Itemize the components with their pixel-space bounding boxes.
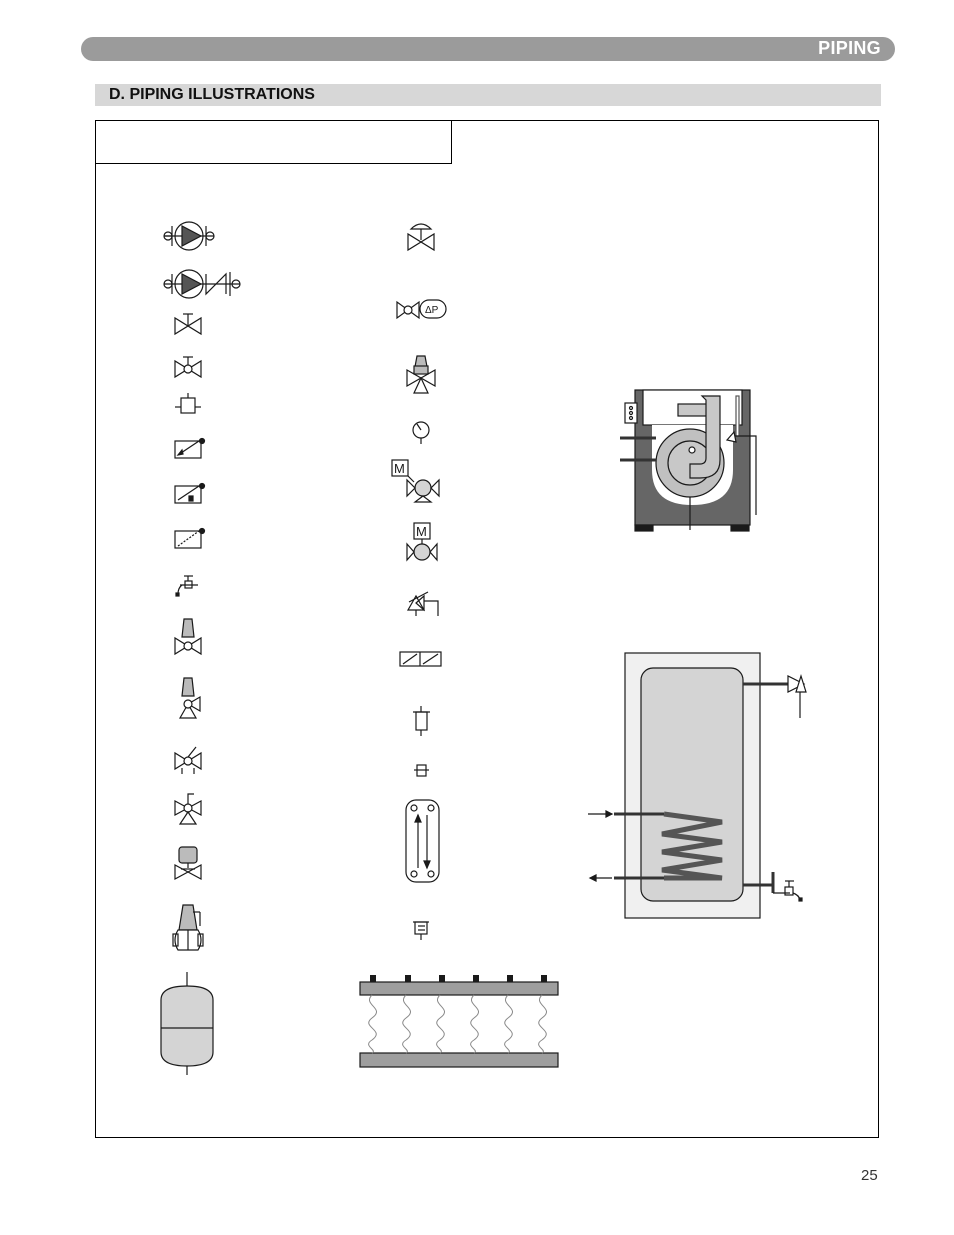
drain-valve-icon xyxy=(176,576,198,596)
mixing-valve-icon xyxy=(407,356,435,393)
ball-valve-icon xyxy=(175,357,201,377)
plate-heat-exchanger-icon xyxy=(406,800,439,882)
header-title: PIPING xyxy=(818,38,881,58)
pressure-reducing-valve-icon xyxy=(175,619,201,654)
strainer-icon xyxy=(414,765,429,776)
radiant-floor-manifold-icon xyxy=(360,975,558,1067)
motorized-valve-icon xyxy=(407,523,437,560)
temperature-sensor-icon xyxy=(175,439,205,459)
boiler-diagram xyxy=(620,390,756,531)
double-sensor-icon xyxy=(400,652,441,666)
flow-switch-icon xyxy=(175,393,201,413)
outdoor-sensor-icon xyxy=(175,529,205,549)
svg-text:M: M xyxy=(416,524,427,539)
backflow-preventer-icon xyxy=(173,905,203,950)
gate-valve-icon xyxy=(175,314,201,334)
page-number: 25 xyxy=(861,1167,878,1184)
svg-text:M: M xyxy=(394,461,405,476)
indirect-water-heater-diagram xyxy=(588,653,806,918)
circulator-pump-with-check-valve-icon xyxy=(164,270,240,298)
diaphragm-valve-icon xyxy=(408,224,434,250)
angle-valve-icon xyxy=(180,678,200,718)
svg-text:ΔP: ΔP xyxy=(425,305,439,316)
pressure-gauge-icon xyxy=(413,422,429,444)
temperature-sensor-alt-icon xyxy=(175,484,205,504)
expansion-tank-icon xyxy=(161,972,213,1075)
tee-valve-icon xyxy=(175,794,201,824)
motorized-three-way-valve-icon xyxy=(392,460,439,502)
zone-valve-icon xyxy=(175,847,201,879)
circulator-pump-icon xyxy=(164,222,214,250)
differential-pressure-valve-icon xyxy=(397,300,446,318)
section-title: D. PIPING ILLUSTRATIONS xyxy=(109,86,315,103)
three-way-valve-icon xyxy=(175,747,201,774)
air-vent-icon xyxy=(413,706,430,736)
low-water-cutoff-icon xyxy=(413,922,429,940)
relief-valve-icon xyxy=(408,592,438,616)
